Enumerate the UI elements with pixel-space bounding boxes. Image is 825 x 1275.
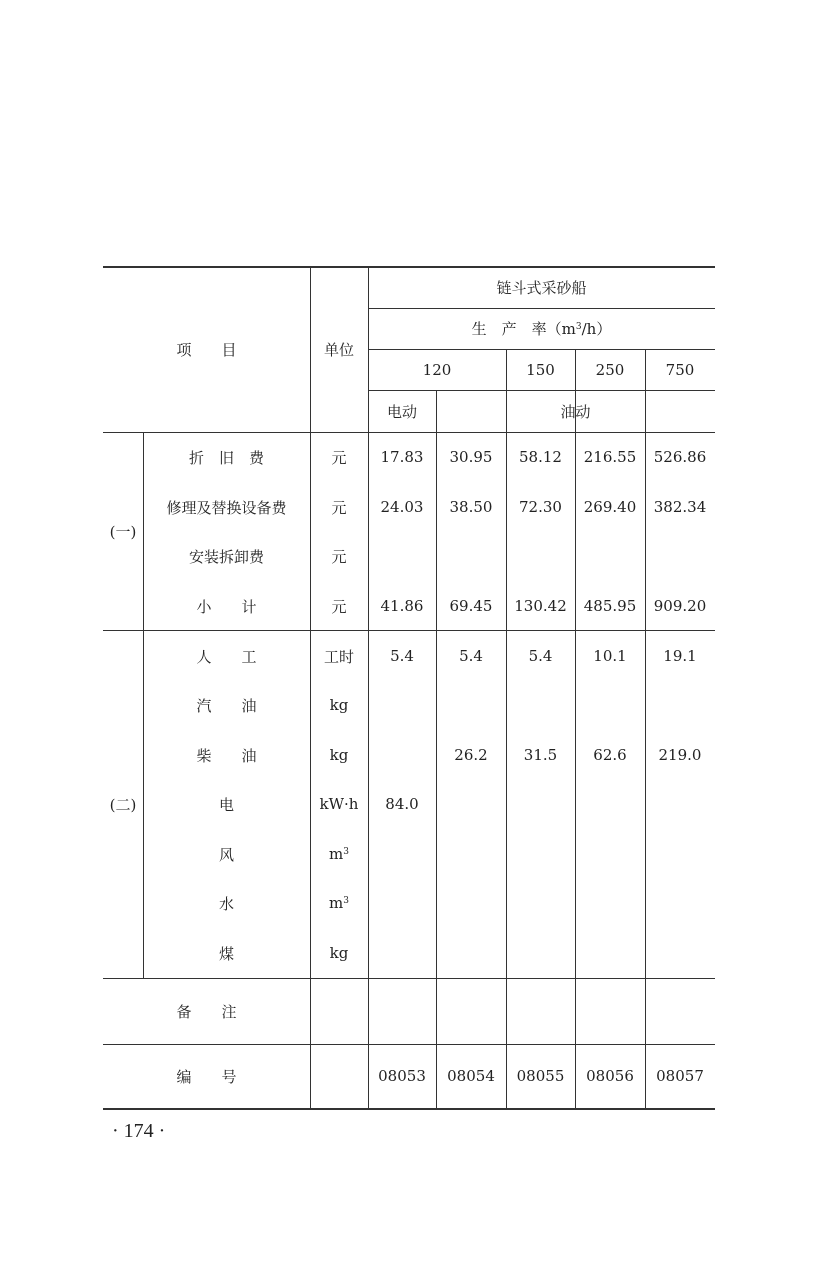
value-text: 526.86 bbox=[653, 448, 707, 466]
value-text: 69.45 bbox=[449, 597, 493, 615]
unit-header bbox=[310, 266, 368, 432]
value-cell bbox=[436, 735, 506, 775]
unit-header-label: 单位 bbox=[323, 340, 354, 359]
row-name bbox=[143, 735, 310, 775]
rule-below-group1 bbox=[103, 630, 715, 631]
value-cell bbox=[575, 437, 645, 477]
row-unit bbox=[310, 933, 368, 973]
value-text: 5.4 bbox=[390, 647, 414, 665]
row-unit-text: m bbox=[329, 894, 344, 912]
row-unit-text: 元 bbox=[331, 547, 347, 566]
row-name-text: 安装拆卸费 bbox=[188, 547, 264, 566]
row-unit-text: kg bbox=[329, 696, 349, 714]
codes-label bbox=[103, 1044, 310, 1108]
value-cell bbox=[575, 735, 645, 775]
code-text: 08055 bbox=[516, 1067, 565, 1085]
value-text: 382.34 bbox=[653, 498, 707, 516]
item-header bbox=[103, 266, 310, 432]
value-cell bbox=[506, 437, 575, 477]
item-header-label: 项 目 bbox=[176, 340, 237, 359]
code-cell bbox=[645, 1044, 715, 1108]
code-text: 08053 bbox=[378, 1067, 426, 1085]
row-name bbox=[143, 536, 310, 576]
value-cell bbox=[506, 735, 575, 775]
row-unit: m $^3$ bbox=[329, 845, 349, 863]
value-cell bbox=[436, 636, 506, 676]
value-cell bbox=[506, 487, 575, 527]
value-cell bbox=[436, 586, 506, 626]
value-text: 26.2 bbox=[454, 746, 488, 764]
machine-header bbox=[368, 266, 715, 308]
value-cell bbox=[506, 636, 575, 676]
value-cell bbox=[368, 437, 436, 477]
value-text: 269.40 bbox=[583, 498, 637, 516]
value-cell bbox=[436, 487, 506, 527]
power-oil bbox=[436, 390, 715, 432]
row-name-text: 柴 油 bbox=[196, 746, 257, 765]
row-unit-text: 元 bbox=[331, 597, 347, 616]
value-text: 30.95 bbox=[449, 448, 493, 466]
capacity-label: 250 bbox=[595, 360, 625, 379]
row-name-text: 汽 油 bbox=[196, 696, 257, 715]
value-text: 219.0 bbox=[658, 746, 702, 764]
remarks-label bbox=[103, 978, 310, 1044]
value-text: 38.50 bbox=[449, 498, 493, 516]
remarks-label-text: 备 注 bbox=[176, 1002, 237, 1021]
value-text: 5.4 bbox=[459, 647, 483, 665]
row-name bbox=[143, 784, 310, 824]
code-cell bbox=[575, 1044, 645, 1108]
capacity-150 bbox=[506, 349, 575, 390]
row-name bbox=[143, 834, 310, 874]
row-name bbox=[143, 685, 310, 725]
codes-label-text: 编 号 bbox=[176, 1067, 237, 1086]
value-text: 41.86 bbox=[380, 597, 424, 615]
row-unit bbox=[310, 586, 368, 626]
value-text: 17.83 bbox=[380, 448, 424, 466]
row-name-text: 修理及替换设备费 bbox=[166, 498, 287, 517]
value-text: 10.1 bbox=[593, 647, 627, 665]
code-cell bbox=[436, 1044, 506, 1108]
value-text: 130.42 bbox=[514, 597, 567, 615]
row-name bbox=[143, 636, 310, 676]
row-unit bbox=[310, 636, 368, 676]
row-unit bbox=[310, 487, 368, 527]
group-label-text: (二) bbox=[109, 795, 137, 814]
row-name bbox=[143, 933, 310, 973]
table-bottom-rule bbox=[103, 1108, 715, 1110]
value-cell bbox=[575, 586, 645, 626]
value-cell bbox=[575, 636, 645, 676]
value-text: 24.03 bbox=[380, 498, 424, 516]
row-unit-text: kg bbox=[329, 746, 349, 764]
row-unit bbox=[310, 685, 368, 725]
row-name bbox=[143, 883, 310, 923]
value-text: 485.95 bbox=[583, 597, 637, 615]
rate-suffix: /h） bbox=[581, 320, 612, 338]
value-text: 19.1 bbox=[663, 647, 697, 665]
value-text: 31.5 bbox=[523, 746, 558, 764]
capacity-label: 120 bbox=[422, 360, 452, 379]
row-unit bbox=[310, 784, 368, 824]
capacity-750 bbox=[645, 349, 715, 390]
code-text: 08057 bbox=[656, 1067, 704, 1085]
page-number: · 174 · bbox=[112, 1120, 166, 1142]
row-name-text: 水 bbox=[218, 894, 234, 913]
group2-label bbox=[103, 630, 143, 978]
group1-label bbox=[103, 432, 143, 630]
value-cell bbox=[645, 636, 715, 676]
row-unit bbox=[310, 536, 368, 576]
value-cell bbox=[368, 586, 436, 626]
value-text: 909.20 bbox=[653, 597, 707, 615]
row-name bbox=[143, 437, 310, 477]
row-unit-text: 元 bbox=[331, 448, 347, 467]
row-name bbox=[143, 487, 310, 527]
row-unit: m $^3$ bbox=[329, 894, 349, 912]
value-cell bbox=[645, 437, 715, 477]
power-electric-label: 电动 bbox=[386, 402, 417, 421]
power-electric bbox=[368, 390, 436, 432]
value-text: 62.6 bbox=[593, 746, 627, 764]
row-name-text: 小 计 bbox=[196, 597, 257, 616]
capacity-250 bbox=[575, 349, 645, 390]
row-name bbox=[143, 586, 310, 626]
value-text: 72.30 bbox=[519, 498, 562, 516]
power-oil-label: 油动 bbox=[560, 402, 591, 421]
code-text: 08054 bbox=[447, 1067, 495, 1085]
capacity-label: 150 bbox=[526, 360, 555, 379]
value-text: 58.12 bbox=[519, 448, 562, 466]
row-unit bbox=[310, 437, 368, 477]
code-cell bbox=[368, 1044, 436, 1108]
value-cell bbox=[645, 487, 715, 527]
code-cell bbox=[506, 1044, 575, 1108]
capacity-120 bbox=[368, 349, 506, 390]
row-unit-text: 元 bbox=[331, 498, 347, 517]
row-name-text: 人 工 bbox=[196, 647, 257, 666]
rate-header: 生 产 率（m $^3$ /h） bbox=[471, 320, 612, 338]
value-cell bbox=[368, 636, 436, 676]
value-cell bbox=[645, 586, 715, 626]
value-text: 5.4 bbox=[528, 647, 553, 665]
machine-name: 链斗式采砂船 bbox=[496, 278, 587, 297]
code-text: 08056 bbox=[586, 1067, 634, 1085]
value-cell bbox=[368, 784, 436, 824]
capacity-label: 750 bbox=[665, 360, 695, 379]
row-name-text: 折 旧 费 bbox=[188, 448, 264, 467]
value-cell bbox=[645, 735, 715, 775]
value-text: 84.0 bbox=[385, 795, 419, 813]
row-unit-text: m bbox=[329, 845, 344, 863]
value-cell bbox=[436, 437, 506, 477]
value-cell bbox=[506, 586, 575, 626]
row-unit-text: kg bbox=[329, 944, 349, 962]
row-name-text: 电 bbox=[218, 795, 234, 814]
value-cell bbox=[368, 487, 436, 527]
rule-below-header bbox=[103, 432, 715, 433]
row-unit bbox=[310, 735, 368, 775]
rate-prefix: 生 产 率（m bbox=[471, 320, 576, 338]
row-unit-text: 工时 bbox=[323, 647, 354, 666]
group-label-text: (一) bbox=[109, 522, 137, 541]
row-unit-text: kW·h bbox=[319, 795, 359, 813]
row-name-text: 煤 bbox=[218, 944, 234, 963]
value-text: 216.55 bbox=[583, 448, 637, 466]
row-name-text: 风 bbox=[218, 845, 234, 864]
value-cell bbox=[575, 487, 645, 527]
